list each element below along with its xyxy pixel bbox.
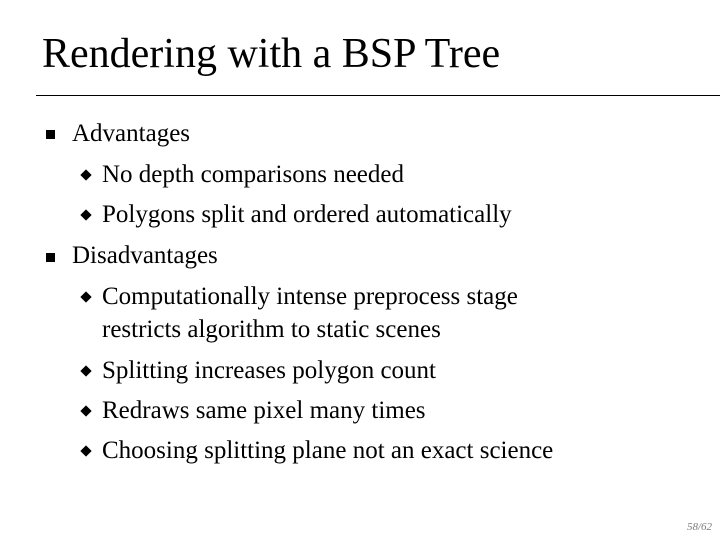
title-divider — [36, 95, 720, 96]
square-bullet-icon — [46, 253, 55, 262]
section-heading-advantages: Advantages — [72, 120, 191, 147]
diamond-bullet-icon — [80, 169, 91, 180]
list-item: Splitting increases polygon count — [102, 357, 436, 384]
diamond-bullet-icon — [80, 405, 91, 416]
diamond-bullet-icon — [80, 209, 91, 220]
square-bullet-icon — [46, 130, 55, 139]
list-item: Choosing splitting plane not an exact science — [102, 437, 554, 464]
list-item: No depth comparisons needed — [102, 161, 405, 188]
list-item: Redraws same pixel many times — [102, 397, 426, 424]
diamond-bullet-icon — [80, 445, 91, 456]
section-heading-disadvantages: Disadvantages — [72, 242, 218, 269]
list-item: Computationally intense preprocess stage — [102, 283, 518, 310]
slide-title: Rendering with a BSP Tree — [42, 31, 501, 77]
list-item-continuation: restricts algorithm to static scenes — [102, 316, 441, 343]
page-number: 58/62 — [686, 521, 712, 533]
list-item: Polygons split and ordered automatically — [102, 201, 512, 228]
diamond-bullet-icon — [80, 291, 91, 302]
diamond-bullet-icon — [80, 365, 91, 376]
